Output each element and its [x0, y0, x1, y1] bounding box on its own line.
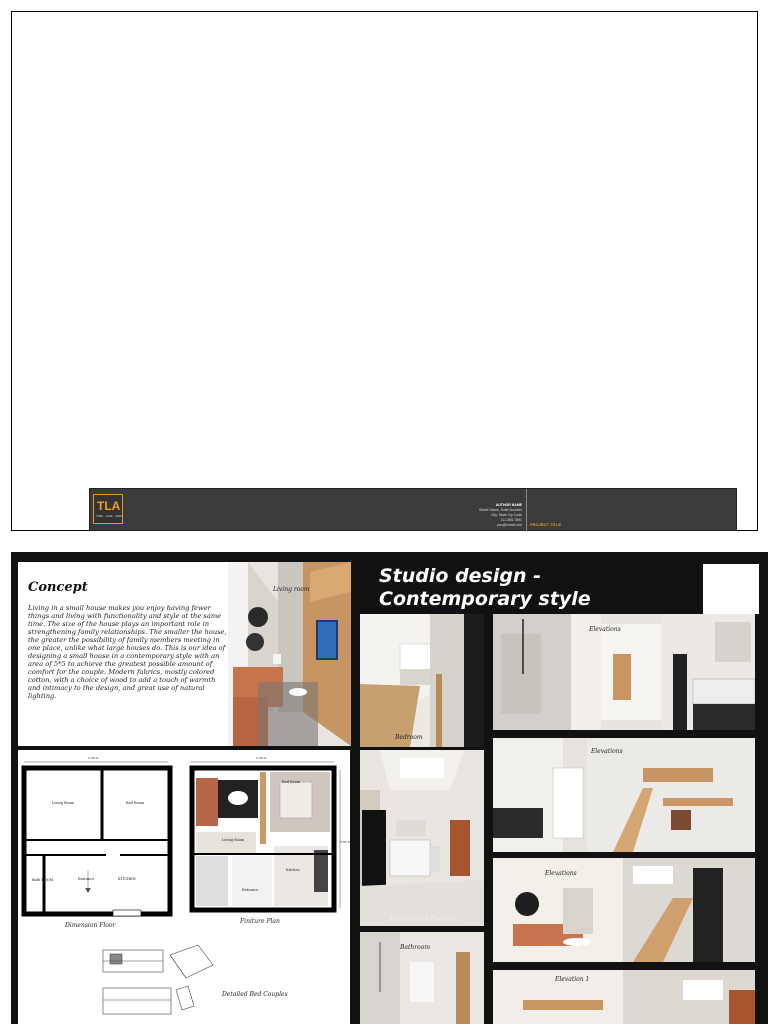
blank-sheet: [11, 11, 758, 531]
plan-room-bed-2: Bed Room: [282, 780, 301, 784]
studio-title-line1: Studio design -: [379, 565, 542, 587]
bathroom-render: [360, 932, 484, 1024]
author-line: 111-555-7891: [500, 518, 522, 522]
plan-room-entrance: Entrance: [78, 877, 95, 881]
elevation-1-label: Elevation 1: [555, 976, 590, 983]
plan-room-kitchen: KITCHEN: [118, 877, 136, 881]
tla-logo: [93, 494, 123, 524]
plan-dim-side: 5.00 m: [340, 840, 351, 844]
elevations-label-1: Elevations: [589, 626, 621, 633]
elevation-1-render: [493, 970, 755, 1024]
plan-room-kitchen-2: Kitchen: [286, 868, 300, 872]
elevations-render-2: [493, 738, 755, 852]
bedroom-label: Bedroom: [395, 734, 423, 741]
plan-room-living: Living Room: [52, 801, 75, 805]
elevations-label-3: Elevations: [545, 870, 577, 877]
studio-title-line2: Contemporary style: [379, 588, 591, 610]
bed-detail-drawings: [103, 945, 213, 1014]
concept-text: Living in a small house makes you enjoy having fewer things and living with functionality and style at the same time. The size of the house plays an important role in strengthening family relationships. The smaller the house, the greater the possibility of family members meeting in one place, unlike what large houses do. This is our idea of designing a small house in a contemporary style with an area of 5*5 to achieve the greatest possible amount of comfort for the couple. Modern fabrics, mostly colored cotton, with a choice of wood to add a touch of warmth and intimacy to the design, and great use of natural lighting.: [28, 604, 227, 700]
title-block: [89, 488, 737, 531]
plan-room-living-2: Living Room: [222, 838, 245, 842]
dimension-floor-label: Dimension Floor: [65, 922, 116, 929]
title-spacer: [703, 564, 759, 614]
bathroom-label: Bathroom: [400, 944, 431, 951]
furniture-plan: [190, 762, 340, 910]
author-line: Street Name, Suite Number: [479, 508, 522, 512]
kitchen-render: [360, 750, 484, 926]
plan-dim-top-2: 5.00 m: [256, 756, 267, 760]
project-title: PROJECT TITLE: [530, 522, 562, 527]
living-room-render: [228, 562, 351, 746]
living-room-label: Living room: [273, 586, 310, 593]
concept-panel: [18, 562, 228, 746]
logo-text: TLA: [97, 499, 121, 513]
author-name: AUTHOR NAME: [495, 503, 522, 507]
presentation-board: [11, 552, 768, 1024]
elevations-render-3: [493, 858, 755, 962]
floor-plans-drawing: [18, 750, 350, 1024]
furniture-plan-label: Finiture Plan: [240, 918, 280, 925]
elevations-label-2: Elevations: [591, 748, 623, 755]
author-line: City, State Zip Code: [490, 513, 522, 517]
author-block: [479, 503, 522, 528]
plan-room-bedroom: Bed Room: [126, 801, 145, 805]
plan-room-entrance-2: Entrance: [242, 888, 259, 892]
plans-panel: [18, 750, 350, 1024]
studio-title: [369, 564, 703, 614]
bed-detail-label: Detailed Bed Couples: [222, 991, 288, 998]
elevations-render-1: [493, 614, 755, 730]
plan-room-bath: Bath ROOM: [32, 878, 54, 882]
title-block-divider: [526, 489, 527, 531]
bedroom-render: [360, 614, 484, 747]
dimension-floor-plan: [24, 762, 170, 916]
logo-tagline: TIME · LINE · AREA: [96, 514, 124, 518]
author-line: you@email.com: [496, 523, 522, 527]
concept-title: Concept: [28, 580, 88, 595]
plan-dim-top: 5.00 m: [88, 756, 99, 760]
kitchen-label: Kitchen with Entrance: [390, 916, 459, 923]
